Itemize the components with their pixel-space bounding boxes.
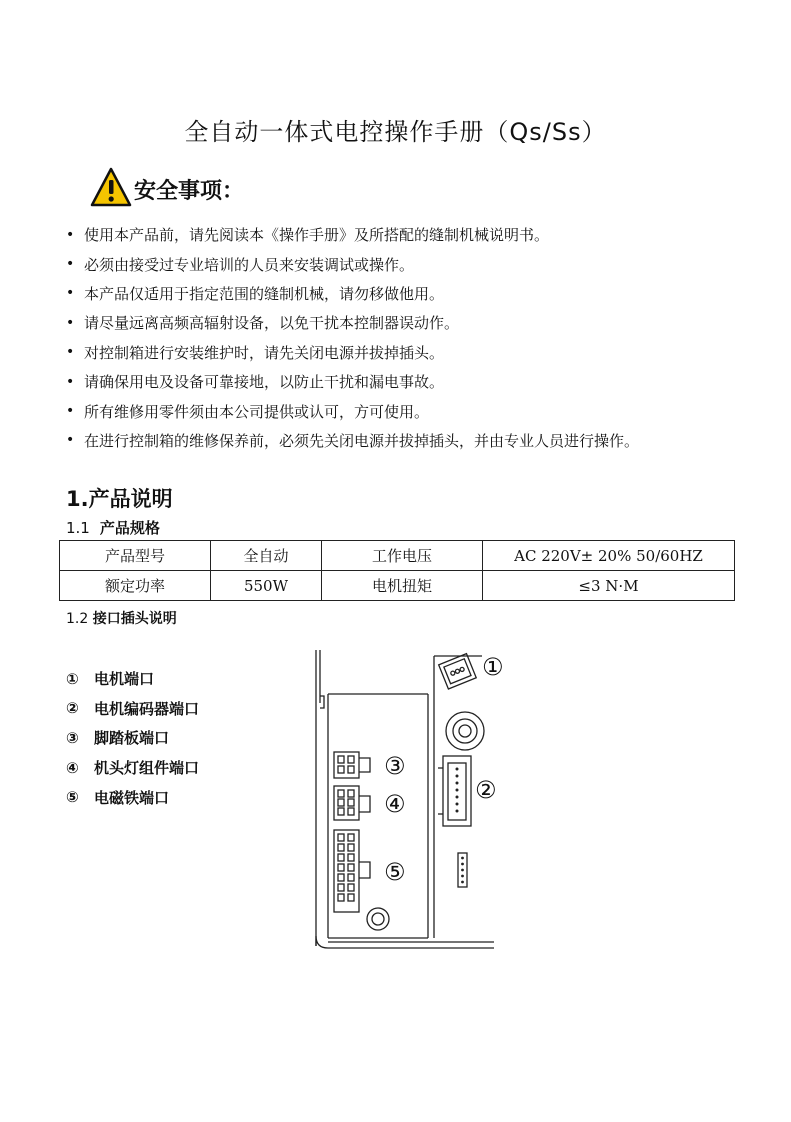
bullet: •: [66, 226, 75, 243]
subsection-heading-spec: 1.1 产品规格: [66, 519, 160, 537]
table-row: [60, 571, 735, 601]
table-cell: AC 220V± 20% 50/60HZ: [483, 541, 735, 571]
controller-panel-drawing: [310, 648, 504, 953]
table-cell: 550W: [211, 571, 322, 601]
subsection-heading-ports: 1.2 接口插头说明: [66, 611, 177, 627]
diagram-label-5: ⑤: [384, 858, 406, 886]
bullet: •: [66, 285, 75, 302]
list-item: ② 电机编码器端口: [66, 699, 200, 718]
list-item: • 在进行控制箱的维修保养前，必须先关闭电源并拔掉插头，并由专业人员进行操作。: [66, 431, 640, 450]
spec-table: [59, 540, 735, 601]
connector-diagram: [310, 648, 504, 957]
page-title: 全自动一体式电控操作手册（Qs/Ss）: [184, 118, 607, 146]
bullet: •: [66, 403, 75, 420]
list-item: • 请确保用电及设备可靠接地，以防止干扰和漏电事故。: [66, 373, 445, 392]
bullet: •: [66, 256, 75, 273]
table-cell: 工作电压: [322, 541, 483, 571]
bullet: •: [66, 373, 75, 390]
list-item: ③ 脚踏板端口: [66, 728, 170, 748]
table-cell: 电机扭矩: [322, 571, 483, 601]
safety-list: [66, 220, 756, 455]
port-list: [66, 664, 199, 812]
table-cell: ≤3 N·M: [483, 571, 735, 601]
table-cell: 产品型号: [60, 541, 211, 571]
list-item: • 请尽量远离高频高辐射设备，以免干扰本控制器误动作。: [66, 314, 460, 333]
table-cell: 额定功率: [60, 571, 211, 601]
bullet: •: [66, 432, 75, 449]
list-item: • 使用本产品前，请先阅读本《操作手册》及所搭配的缝制机械说明书。: [66, 226, 550, 245]
bullet: •: [66, 314, 75, 331]
table-row: [60, 541, 735, 571]
list-item: • 对控制箱进行安装维护时，请先关闭电源并拔掉插头。: [66, 343, 445, 362]
table-cell: 全自动: [211, 541, 322, 571]
bullet: •: [66, 344, 75, 361]
safety-header: [90, 163, 244, 207]
list-item: ④ 机头灯组件端口: [66, 758, 200, 778]
diagram-label-1: ①: [482, 653, 504, 681]
list-item: • 必须由接受过专业培训的人员来安装调试或操作。: [66, 255, 415, 274]
diagram-label-2: ②: [475, 776, 497, 804]
list-item: ⑤ 电磁铁端口: [66, 788, 170, 807]
safety-heading: 安全事项：: [134, 179, 245, 204]
warning-triangle-icon: [90, 167, 132, 207]
section-heading: 1.产品说明: [66, 487, 173, 511]
diagram-label-3: ③: [384, 752, 406, 780]
list-item: ① 电机端口: [66, 669, 155, 689]
diagram-label-4: ④: [384, 790, 406, 818]
list-item: • 本产品仅适用于指定范围的缝制机械，请勿移做他用。: [66, 284, 445, 303]
list-item: • 所有维修用零件须由本公司提供或认可，方可使用。: [66, 402, 430, 421]
